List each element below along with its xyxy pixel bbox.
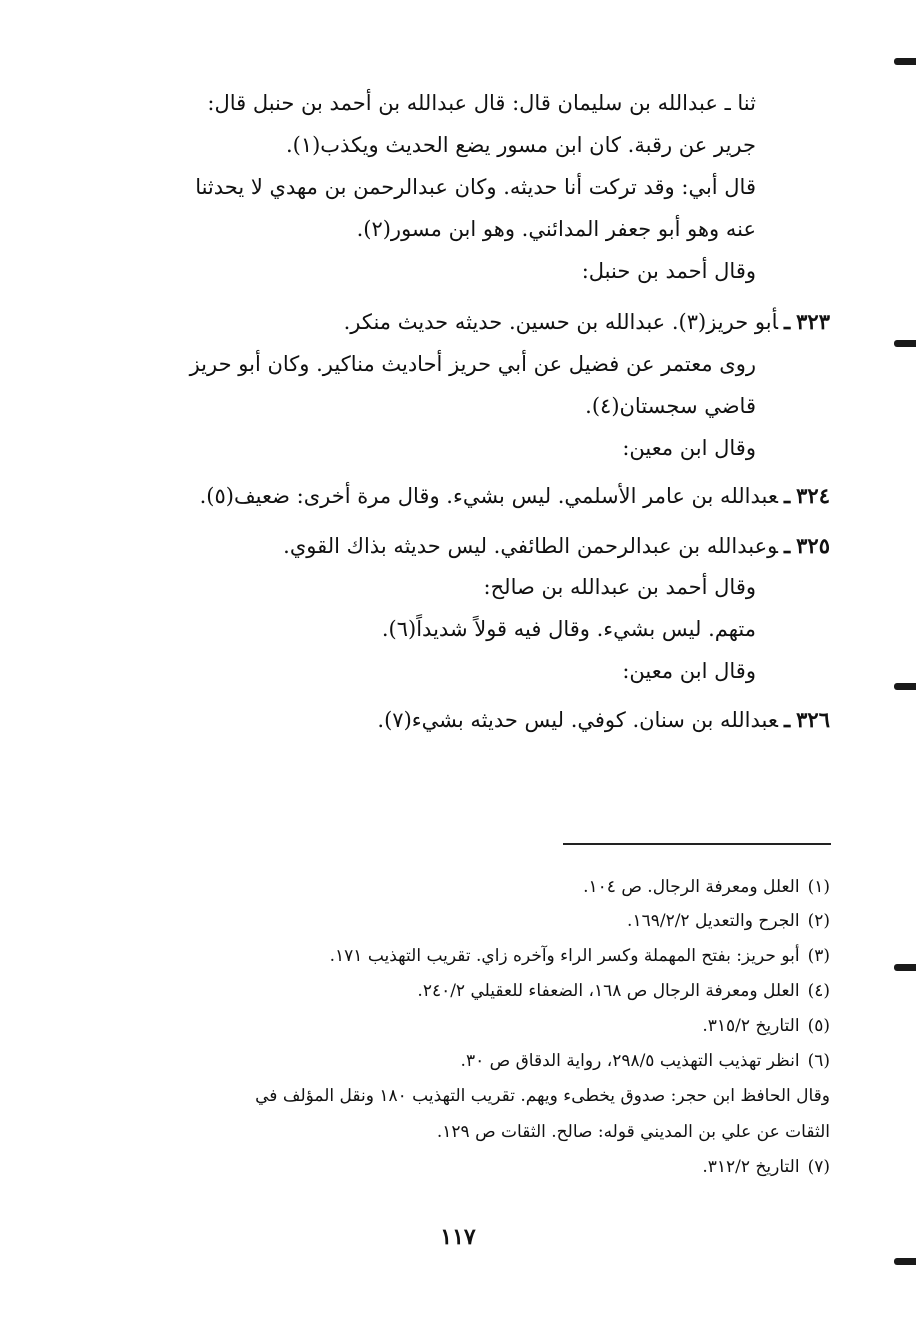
footnote-text: الثقات عن علي بن المديني قوله: صالح. الثقات ص ١٢٩.	[436, 1122, 830, 1142]
entry-text: أبو حريز(٣). عبدالله بن حسين. حديثه حديث منكر.	[343, 310, 778, 334]
entry-dash: ـ	[784, 533, 791, 558]
footnote-text: العلل ومعرفة الرجال. ص ١٠٤.	[583, 877, 800, 897]
entry-heading	[283, 531, 830, 561]
footnote	[702, 1154, 830, 1180]
entry-line: روى معتمر عن فضيل عن أبي حريز أحاديث مناكير. وكان أبو حريز	[189, 352, 756, 376]
entry-dash: ـ	[784, 483, 791, 508]
footnote-continuation	[255, 1083, 830, 1109]
entry-dash: ـ	[784, 309, 791, 334]
entry-heading	[377, 705, 830, 735]
footnote	[461, 1048, 830, 1074]
footnote-text: انظر تهذيب التهذيب ٢٩٨/٥، رواية الدقاق ص ٣٠.	[460, 1051, 800, 1071]
entry-text: عبدالله بن سنان. كوفي. ليس حديثه بشيء(٧).	[377, 708, 778, 732]
entry-dash: ـ	[784, 707, 791, 732]
entry-heading	[344, 307, 830, 337]
entry-text: وعبدالله بن عبدالرحمن الطائفي. ليس حديثه بذاك القوي.	[283, 534, 778, 558]
entry-number: ٣٢٤	[796, 483, 830, 508]
entry-line: متهم. ليس بشيء. وقال فيه قولاً شديداً(٦).	[381, 617, 756, 641]
entry-text: عبدالله بن عامر الأسلمي. ليس بشيء. وقال مرة أخرى: ضعيف(٥).	[199, 484, 778, 508]
footnote-text: التاريخ ٣١٢/٢.	[702, 1157, 800, 1177]
footnote	[330, 943, 830, 969]
scan-edge-mark	[894, 58, 916, 65]
footnote-text: العلل ومعرفة الرجال ص ١٦٨، الضعفاء للعقيلي ٢٤٠/٢.	[417, 981, 800, 1001]
entry-line: قاضي سجستان(٤).	[585, 394, 756, 418]
entry-number: ٣٢٦	[796, 707, 830, 732]
footnote	[583, 874, 830, 900]
body-line: جرير عن رقبة. كان ابن مسور يضع الحديث ويكذب(١).	[285, 133, 756, 157]
footnote-separator	[563, 843, 831, 845]
footnote-text: وقال الحافظ ابن حجر: صدوق يخطىء ويهم. تقريب التهذيب ١٨٠ ونقل المؤلف في	[255, 1086, 830, 1106]
footnote-text: الجرح والتعديل ١٦٩/٢/٢.	[627, 911, 800, 931]
footnote-number: (٣)	[807, 946, 830, 966]
body-line: ثنا ـ عبدالله بن سليمان قال: قال عبدالله بن أحمد بن حنبل قال:	[207, 91, 756, 115]
scan-edge-mark	[894, 1258, 916, 1265]
entry-number: ٣٢٣	[796, 309, 830, 334]
scan-edge-mark	[894, 683, 916, 690]
footnote-text: التاريخ ٣١٥/٢.	[702, 1016, 800, 1036]
scan-edge-mark	[894, 964, 916, 971]
footnote-number: (٥)	[807, 1016, 830, 1036]
body-line: قال أبي: وقد تركت أنا حديثه. وكان عبدالرحمن بن مهدي لا يحدثنا	[195, 175, 756, 199]
footnote	[627, 908, 830, 934]
footnote-number: (٧)	[807, 1157, 830, 1177]
body-line: وقال أحمد بن حنبل:	[581, 259, 756, 283]
footnote	[702, 1013, 830, 1039]
footnote-number: (٤)	[807, 981, 830, 1001]
body-line: عنه وهو أبو جعفر المدائني. وهو ابن مسور(٢).	[356, 217, 756, 241]
footnote	[417, 978, 830, 1004]
footnote-number: (١)	[807, 877, 830, 897]
entry-number: ٣٢٥	[796, 533, 830, 558]
page-number: ١١٧	[440, 1224, 476, 1250]
footnote-continuation	[437, 1119, 830, 1145]
scan-edge-mark	[894, 340, 916, 347]
footnote-number: (٦)	[807, 1051, 830, 1071]
entry-line: وقال ابن معين:	[622, 659, 756, 683]
footnote-text: أبو حريز: بفتح المهملة وكسر الراء وآخره زاي. تقريب التهذيب ١٧١.	[329, 946, 800, 966]
entry-heading	[200, 481, 830, 511]
footnote-number: (٢)	[807, 911, 830, 931]
entry-line: وقال أحمد بن عبدالله بن صالح:	[483, 575, 756, 599]
entry-line: وقال ابن معين:	[622, 436, 756, 460]
